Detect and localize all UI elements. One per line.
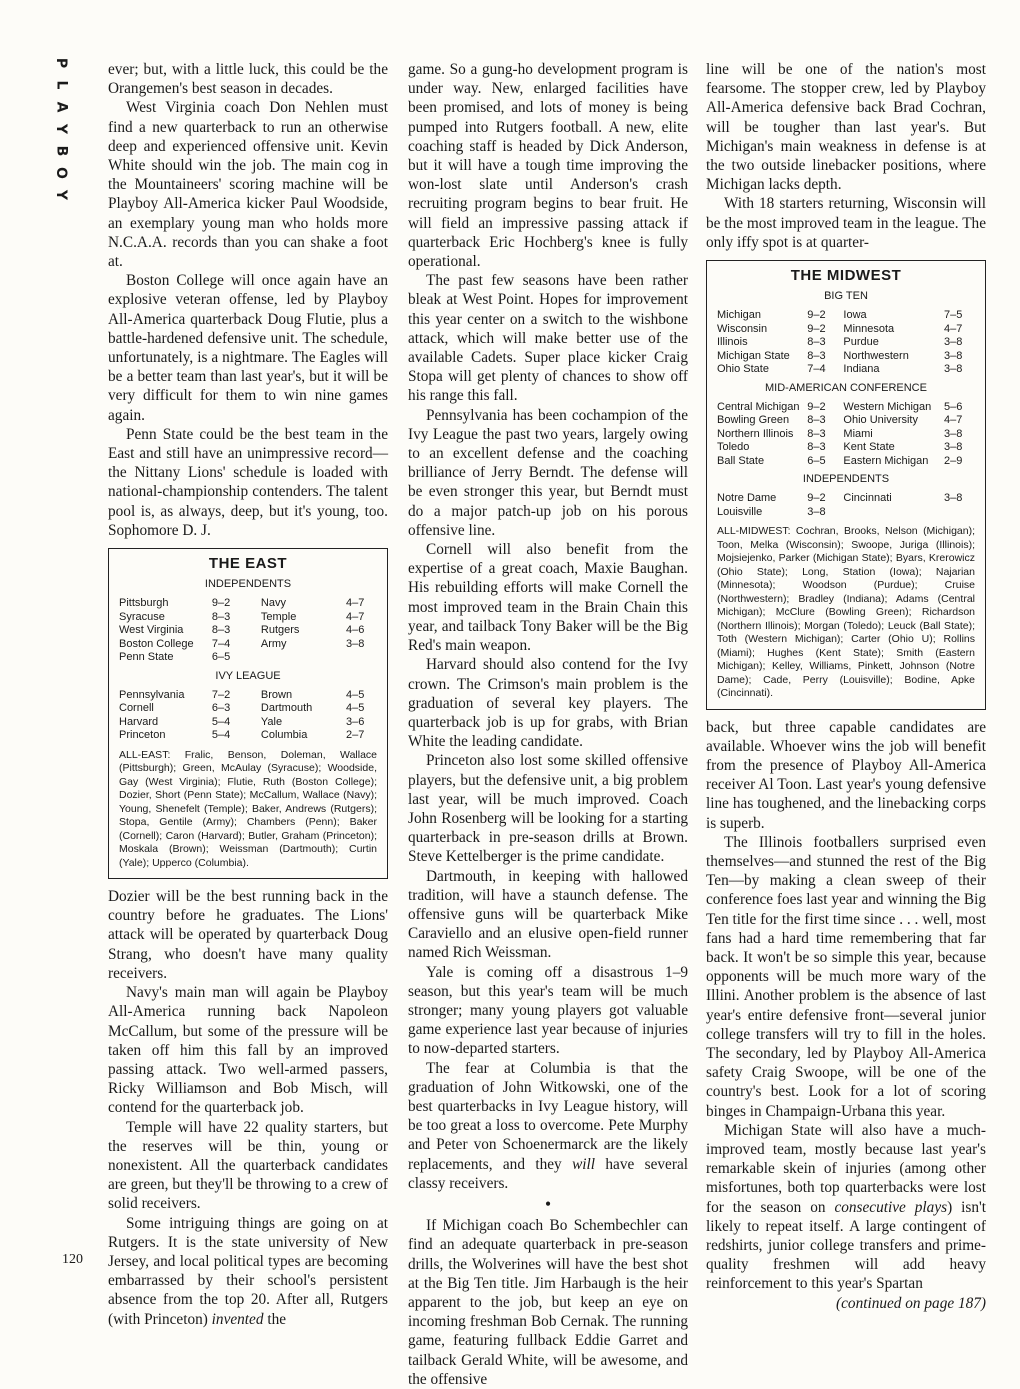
text-run: Michigan State will also have a much-improved team, mostly because last year's remarkable skein of injuries (among other misfortunes, both top quarterbacks were lost for the season on <box>706 1121 986 1216</box>
team-record: 3–8 <box>944 349 963 362</box>
team-record: 9–2 <box>211 597 231 610</box>
paragraph: Boston College will once again have an explosive veteran offense, led by Playboy All-America quarterback Doug Flutie, plus a battle-hardened defensive unit. The schedule, unfortunately, is a nightmare. The Eagles will be a better team than last year's, but it will be very difficult for them to win nine games again. <box>108 272 388 424</box>
paragraph: Harvard should also contend for the Ivy crown. The Crimson's main problem is the graduation of several key players. The quarterback job is up for grabs, with Brian White the leading candidate. <box>408 656 688 751</box>
team-name: Pennsylvania <box>119 688 185 701</box>
text-run: the <box>263 1310 287 1328</box>
standings-row <box>119 729 377 743</box>
box-section-heading: MID-AMERICAN CONFERENCE <box>765 381 927 394</box>
team-name: Northwestern <box>843 349 909 362</box>
article-column-1 <box>108 60 388 1329</box>
team-name: Cornell <box>119 702 154 715</box>
standings-row <box>119 597 377 611</box>
team-name: Cincinnati <box>843 492 892 505</box>
paragraph: West Virginia coach Don Nehlen must find a new quarterback to run an otherwise deep and experienced offensive unit. Kevin White should win the job. The main cog in the Mountaineers' scoring machine will be Playboy All-America kicker Paul Woodside, an exemplary young man who holds more N.C.A.A. records than you can shake a foot at. <box>108 99 388 271</box>
team-record: 3–8 <box>346 637 365 650</box>
standings-row <box>717 506 975 520</box>
team-record: 3–8 <box>944 441 963 454</box>
team-name: Central Michigan <box>717 400 800 413</box>
team-name: Ball State <box>717 454 765 467</box>
standings-row <box>119 716 377 730</box>
standings-row <box>717 492 975 506</box>
standings-table <box>717 401 975 469</box>
logo-letter: P <box>52 57 69 69</box>
text-run: Some intriguing things are going on at Rutgers. It is the state university of New Jersey, and local political types are becoming embarrassed by their school's persistent absence from the top 20. After all, Rutgers (with Princeton) <box>108 1214 388 1328</box>
team-record: 6–5 <box>211 651 231 664</box>
team-name: Michigan <box>717 309 762 322</box>
paragraph: If Michigan coach Bo Schembechler can find an adequate quarterback in pre-season drills, the Wolverines will have the best shot at the Big Ten title. Jim Harbaugh is the heir apparent to the job, but keep an eye on incoming freshman Bob Cernak. The running game, featuring fullback Eddie Garret and tailback Gerald White, will be awesome, and the offensive <box>408 1217 688 1388</box>
team-record: 4–7 <box>346 597 365 610</box>
team-name: Minnesota <box>843 322 895 335</box>
standings-row <box>119 689 377 703</box>
magazine-sidebar-logo <box>52 52 70 206</box>
team-name <box>843 506 944 520</box>
team-record: 5–6 <box>944 400 963 413</box>
team-name: Illinois <box>717 336 748 349</box>
team-record: 7–4 <box>807 363 826 376</box>
team-record: 8–3 <box>807 414 826 427</box>
team-name: Michigan State <box>717 349 790 362</box>
team-name: Miami <box>843 427 873 440</box>
standings-row <box>717 428 975 442</box>
paragraph: The past few seasons have been rather bleak at West Point. Hopes for improvement this year center on a switch to the wishbone attack, which will make better use of the available Cadets. Super place kicker Craig Stopa will get plenty of chances to show off his range this fall. <box>408 272 688 405</box>
team-name: Ohio University <box>843 414 918 427</box>
paragraph: line will be one of the nation's most fearsome. The stopper crew, led by Playboy All-America defensive back Brad Cochran, will be tougher than last year's. But Michigan's main weakness in defense is at the two outside linebacker positions, where Michigan lacks depth. <box>706 61 986 194</box>
team-record: 4–7 <box>346 610 365 623</box>
team-record: 8–3 <box>211 610 231 623</box>
team-name: Temple <box>260 610 297 623</box>
logo-letter: A <box>53 101 69 113</box>
standings-row <box>717 414 975 428</box>
team-name: Boston College <box>119 637 194 650</box>
team-record: 7–4 <box>211 637 231 650</box>
paragraph: The Illinois footballers surprised even themselves—and stunned the rest of the Big Ten—by making a clean sweep of their conference foes last year and winning the Big Ten title for the first time since . . . well, most fans had a hard time remembering that far back. It won't be so simple this year, because opponents will be much more wary of the Illini. Another problem is the absence of last year's entire defensive front—several junior college transfers will try to fill in the holes. The secondary, led by Playboy All-America safety Craig Swoope, will be one of the country's best. Look for a lot of scoring binges in Champaign-Urbana this year. <box>706 833 986 1120</box>
continued-note: (continued on page 187) <box>836 1294 986 1312</box>
team-record: 3–8 <box>944 427 963 440</box>
team-record: 7–2 <box>211 688 231 701</box>
team-name: Dartmouth <box>260 702 313 715</box>
standings-row <box>717 401 975 415</box>
standings-table <box>119 597 377 665</box>
team-record: 6–3 <box>211 702 231 715</box>
team-record: 2–7 <box>346 729 365 742</box>
team-name: Notre Dame <box>717 492 777 505</box>
logo-letter: Y <box>52 189 69 201</box>
paragraph: game. So a gung-ho development program is under way. New, enlarged facilities have been promised, and lots of money is being pumped into Rutgers football. A new, elite coaching staff is headed by Dick Anderson, but it will have a tough time improving the won-lost slate until Anderson's crash recruiting program begins to bear fruit. He will field an impressive passing attack if quarterback Eric Hochberg's knee is fully operational. <box>408 61 688 271</box>
team-name: Harvard <box>119 715 159 728</box>
team-name: Syracuse <box>119 610 165 623</box>
standings-row <box>119 651 377 665</box>
team-name: Purdue <box>843 336 879 349</box>
all-star-list: ALL-MIDWEST: Cochran, Brooks, Nelson (Michigan); Toon, Melka (Wisconsin); Swoope, Juriga (Illinois); Mojsiejenko, Parker (Michigan State); Byars, Krerowicz (Ohio State); Long, Station (Iowa); Najarian (Minnesota); Woodson (Purdue); Cruise (Northwestern); Bradley (Indiana); Adams (Central Michigan); McClure (Bowling Green); Richardson (Northern Illinois); Morgan (Toledo); Leuck (Ball State); Toth (Western Michigan); Carter (Ohio U); Rollins (Miami); Hughes (Kent State); Smith (Eastern Michigan); Kelley, Williams, Pinkett, Johnson (Notre Dame); Cade, Perry (Louisville); Bodine, Apke (Cincinnati). <box>717 525 975 700</box>
team-name: Kent State <box>843 441 895 454</box>
team-name: Indiana <box>843 363 880 376</box>
italic-text: consecutive plays <box>834 1198 948 1216</box>
paragraph: Dartmouth, in keeping with hallowed tradition, will have a staunch defense. The offensive guns will be quarterback Mike Caraviello and an elusive open-field runner named Rich Weissman. <box>408 867 688 962</box>
team-record <box>346 651 377 665</box>
logo-letter: B <box>52 145 69 157</box>
team-record: 9–2 <box>807 400 826 413</box>
team-name: Iowa <box>843 309 867 322</box>
italic-text: invented <box>211 1310 264 1328</box>
box-title: THE MIDWEST <box>790 267 902 285</box>
standings-row <box>717 323 975 337</box>
east-standings-box <box>108 548 388 879</box>
team-record: 4–5 <box>346 688 365 701</box>
team-name: Rutgers <box>260 624 300 637</box>
team-name: Yale <box>260 715 283 728</box>
team-record: 5–4 <box>211 715 231 728</box>
team-record: 8–3 <box>807 441 826 454</box>
team-record: 9–2 <box>807 322 826 335</box>
team-name <box>261 651 346 665</box>
team-name: Pittsburgh <box>119 597 169 610</box>
team-record: 3–8 <box>944 492 963 505</box>
paragraph: Pennsylvania has been cochampion of the Ivy League the past two years, largely owing to an excellent defense and the coaching brilliance of Jerry Berndt. The defense will be even stronger this year, but Berndt must do a major patch-up job on his porous offensive line. <box>408 406 688 539</box>
paragraph: Princeton also lost some skilled offensive players, but the defensive unit, a big problem last year, will be much improved. Coach John Rosenberg will be looking for a starting quarterback in pre-season drills at Brown. Steve Kettelberger is the prime candidate. <box>408 752 688 866</box>
section-bullet: • <box>545 1195 551 1213</box>
team-name: Navy <box>260 597 286 610</box>
standings-row <box>119 624 377 638</box>
standings-table <box>119 689 377 743</box>
team-name: Brown <box>260 688 293 701</box>
paragraph: Dozier will be the best running back in the country before he graduates. The Lions' attack will be operated by quarterback Doug Strang, who doesn't have many quality receivers. <box>108 888 388 982</box>
box-section-heading: BIG TEN <box>824 290 868 303</box>
paragraph: Cornell will also benefit from the expertise of a great coach, Maxie Baughan. His rebuilding efforts will make Cornell the most improved team in the Brain Chain this year, and tailback Tony Baker will be the Big Red's main weapon. <box>408 541 688 655</box>
italic-text: will <box>572 1155 596 1173</box>
team-record: 3–6 <box>346 715 365 728</box>
paragraph: Navy's main man will again be Playboy All-America running back Napoleon McCallum, but some of the pressure will be taken off him this fall by an improved passing attack. Two well-armed passers, Ricky Williamson and Bob Misch, will contend for the quarterback job. <box>108 984 388 1117</box>
team-record: 3–8 <box>807 505 826 518</box>
paragraph: With 18 starters returning, Wisconsin will be the most improved team in the league. The only iffy spot is at quarter- <box>706 195 986 251</box>
team-record: 4–7 <box>944 322 963 335</box>
team-record <box>944 506 975 520</box>
page-number: 120 <box>62 1252 83 1267</box>
all-star-list: ALL-EAST: Fralic, Benson, Doleman, Wallace (Pittsburgh); Green, McAulay (Syracuse); Woodside, Gay (West Virginia); Flutie, Ruth (Boston College); Dozier, Short (Penn State); McCallum, Wallace (Navy); Young, Shenefelt (Temple); Baker, Andrews (Rutgers); Stopa, Gentile (Army); Chambers (Penn); Baker (Cornell); Caron (Harvard); Butler, Graham (Princeton); Moskala (Brown); Weissman (Dartmouth); Curtin (Yale); Upperco (Columbia). <box>119 748 377 869</box>
logo-letter: L <box>52 80 69 90</box>
paragraph: Yale is coming off a disastrous 1–9 season, but this year's team will be much stronger; many young players got valuable game experience last year because of injuries to now-departed starters. <box>408 963 688 1058</box>
team-name: Wisconsin <box>717 322 768 335</box>
team-name: Penn State <box>119 651 174 664</box>
standings-row <box>717 350 975 364</box>
standings-table <box>717 309 975 377</box>
paragraph <box>408 1059 688 1193</box>
team-name: West Virginia <box>119 624 184 637</box>
team-record: 2–9 <box>944 454 963 467</box>
team-name: Eastern Michigan <box>843 454 929 467</box>
paragraph: back, but three capable candidates are available. Whoever wins the job will benefit from the presence of Playboy All-America receiver Al Toon. Last year's young defensive line has toughened, and the linebacking corps is superb. <box>706 718 986 832</box>
team-name: Columbia <box>260 729 308 742</box>
paragraph <box>108 1214 388 1329</box>
text-run: have several classy receivers. <box>408 1155 688 1192</box>
team-name: Louisville <box>717 505 763 518</box>
team-record: 8–3 <box>807 336 826 349</box>
logo-letter: Y <box>52 123 69 135</box>
text-run: The fear at Columbia is that the graduation of John Witkowski, one of the best quarterbacks in Ivy League history, will be too great a loss to overcome. Pete Murphy and Peter von Schoenermarck are the likely replacements, and they <box>408 1059 688 1173</box>
box-section-heading: INDEPENDENTS <box>204 578 292 591</box>
standings-table <box>717 492 975 519</box>
article-column-3 <box>706 60 986 1313</box>
team-record: 5–4 <box>211 729 231 742</box>
team-record: 6–5 <box>807 454 826 467</box>
team-name: Ohio State <box>717 363 769 376</box>
standings-row <box>717 309 975 323</box>
team-name: Princeton <box>119 729 166 742</box>
team-name: Army <box>260 637 287 650</box>
team-name: Bowling Green <box>717 414 790 427</box>
team-record: 9–2 <box>807 309 826 322</box>
team-record: 4–5 <box>346 702 365 715</box>
standings-row <box>717 455 975 469</box>
standings-row <box>119 611 377 625</box>
box-section-heading: IVY LEAGUE <box>215 669 281 682</box>
midwest-standings-box <box>706 260 986 710</box>
article-column-2 <box>408 60 688 1389</box>
paragraph: Temple will have 22 quality starters, but the reserves will be thin, young or nonexistent. All the quarterback candidates are green, but they'll be throwing to a crew of solid receivers. <box>108 1118 388 1213</box>
paragraph <box>706 1121 986 1294</box>
team-name: Toledo <box>717 441 750 454</box>
box-title: THE EAST <box>208 555 288 573</box>
team-record: 8–3 <box>807 427 826 440</box>
team-name: Northern Illinois <box>717 427 794 440</box>
team-record: 4–7 <box>944 414 963 427</box>
standings-row <box>717 363 975 377</box>
team-record: 7–5 <box>944 309 963 322</box>
team-record: 8–3 <box>211 624 231 637</box>
team-record: 3–8 <box>944 363 963 376</box>
box-section-heading: INDEPENDENTS <box>802 473 890 486</box>
standings-row <box>717 336 975 350</box>
team-record: 9–2 <box>807 492 826 505</box>
team-record: 3–8 <box>944 336 963 349</box>
paragraph: Penn State could be the best team in the East and still have an unimpressive record—the Nittany Lions' schedule is loaded with national-championship contenders. The talent pool is, as always, deep, but it's young, too. Sophomore D. J. <box>108 425 388 539</box>
team-record: 8–3 <box>807 349 826 362</box>
logo-letter: O <box>53 167 69 179</box>
standings-row <box>119 702 377 716</box>
team-record: 4–6 <box>346 624 365 637</box>
team-name: Western Michigan <box>843 400 932 413</box>
text-run: ) isn't likely to repeat itself. A large contingent of redshirts, junior college transfers and prime-quality freshmen will add heavy reinforcement to this year's Spartan <box>706 1198 986 1293</box>
paragraph: ever; but, with a little luck, this could be the Orangemen's best season in decades. <box>108 61 388 98</box>
standings-row <box>717 441 975 455</box>
standings-row <box>119 638 377 652</box>
